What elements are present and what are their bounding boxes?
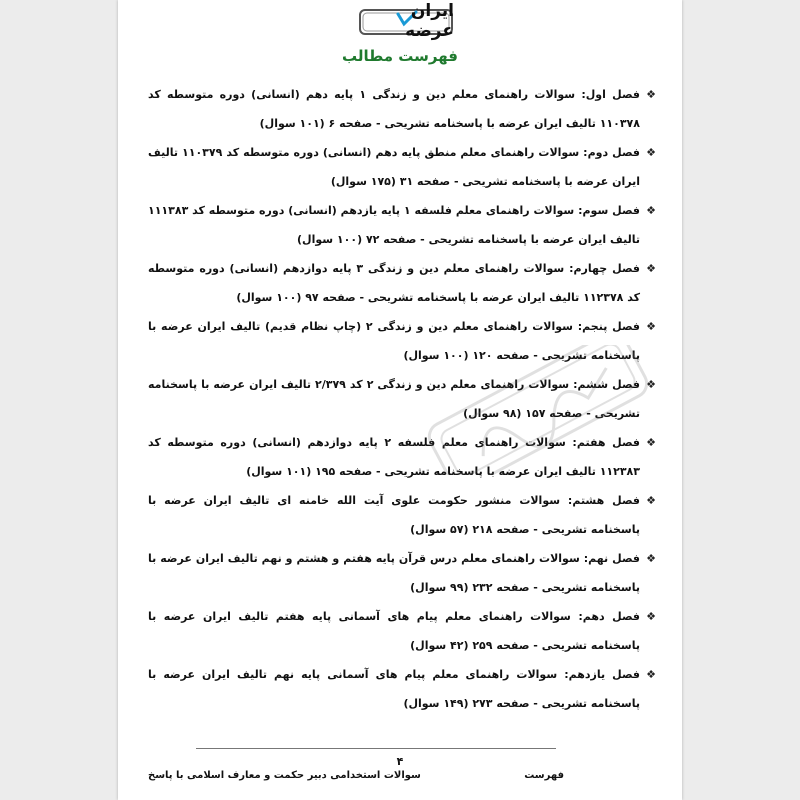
diamond-bullet-icon: ❖: [646, 146, 656, 159]
toc-item-text: فصل ششم: سوالات راهنمای معلم دین و زندگی ۲ کد ۲/۳۷۹ تالیف ایران عرضه با پاسخنامه تشریحی - صفحه ۱۵۷ (۹۸ سوال): [148, 378, 640, 420]
toc-item-text: فصل نهم: سوالات راهنمای معلم درس قرآن پایه هفتم و هشتم و نهم تالیف ایران عرضه با پاسخنامه تشریحی - صفحه ۲۳۲ (۹۹ سوال): [148, 552, 640, 594]
toc-item-9: [148, 544, 656, 602]
toc-item-5: [148, 312, 656, 370]
toc-item-7: [148, 428, 656, 486]
toc-item-text: فصل سوم: سوالات راهنمای معلم فلسفه ۱ پایه یازدهم (انسانی) دوره متوسطه کد ۱۱۱۳۸۳ تالیف ایران عرضه با پاسخنامه تشریحی - صفحه ۷۲ (۱۰۰ سوال): [148, 204, 640, 246]
toc-item-text: فصل چهارم: سوالات راهنمای معلم دین و زندگی ۳ پایه دوازدهم (انسانی) دوره متوسطه کد ۱۱۲۳۷۸ تالیف ایران عرضه با پاسخنامه تشریحی - صفحه ۹۷ (۱۰۰ سوال): [148, 262, 640, 304]
toc-item-text: فصل یازدهم: سوالات راهنمای معلم پیام های آسمانی پایه نهم تالیف ایران عرضه با پاسخنامه تشریحی - صفحه ۲۷۳ (۱۴۹ سوال): [148, 668, 640, 710]
toc-item-text: فصل دوم: سوالات راهنمای معلم منطق پایه دهم (انسانی) دوره متوسطه کد ۱۱۰۳۷۹ تالیف ایران عرضه با پاسخنامه تشریحی - صفحه ۳۱ (۱۷۵ سوال): [148, 146, 640, 188]
toc-item-text: فصل هفتم: سوالات راهنمای معلم فلسفه ۲ پایه دوازدهم (انسانی) دوره متوسطه کد ۱۱۲۳۸۳ تالیف ایران عرضه با پاسخنامه تشریحی - صفحه ۱۹۵ (۱۰۱ سوال): [148, 436, 640, 478]
diamond-bullet-icon: ❖: [646, 494, 656, 507]
toc-item-text: فصل اول: سوالات راهنمای معلم دین و زندگی ۱ پایه دهم (انسانی) دوره متوسطه کد ۱۱۰۳۷۸ تالیف ایران عرضه با پاسخنامه تشریحی - صفحه ۶ (۱۰۱ سوال): [148, 88, 641, 130]
brand-logo: [358, 1, 454, 41]
footer-section-label: فهرست: [524, 770, 564, 781]
toc-item-4: [148, 254, 656, 312]
toc-item-1: [148, 80, 656, 138]
toc-item-11: [148, 660, 656, 718]
toc-item-text: فصل دهم: سوالات راهنمای معلم پیام های آسمانی پایه هفتم تالیف ایران عرضه با پاسخنامه تشریحی - صفحه ۲۵۹ (۴۲ سوال): [148, 610, 640, 652]
logo-text: ایران عرضه: [405, 1, 454, 41]
diamond-bullet-icon: ❖: [646, 320, 656, 333]
diamond-bullet-icon: ❖: [646, 378, 656, 391]
page-number: ۴: [396, 755, 404, 768]
diamond-bullet-icon: ❖: [646, 668, 656, 681]
toc-item-text: فصل پنجم: سوالات راهنمای معلم دین و زندگی ۲ (چاپ نظام قدیم) تالیف ایران عرضه با پاسخنامه تشریحی - صفحه ۱۲۰ (۱۰۰ سوال): [148, 320, 640, 362]
document-page: [118, 0, 682, 800]
diamond-bullet-icon: ❖: [646, 610, 656, 623]
toc-item-3: [148, 196, 656, 254]
diamond-bullet-icon: ❖: [646, 436, 656, 449]
toc-item-10: [148, 602, 656, 660]
table-of-contents: [148, 80, 656, 718]
footer-book-title: سوالات استخدامی دبیر حکمت و معارف اسلامی با پاسخ: [148, 770, 421, 781]
toc-item-6: [148, 370, 656, 428]
toc-item-8: [148, 486, 656, 544]
page-title: فهرست مطالب: [342, 47, 458, 65]
diamond-bullet-icon: ❖: [646, 262, 656, 275]
diamond-bullet-icon: ❖: [646, 204, 656, 217]
diamond-bullet-icon: ❖: [646, 552, 656, 565]
diamond-bullet-icon: ❖: [646, 88, 656, 101]
footer-divider: [196, 748, 556, 749]
toc-item-text: فصل هشتم: سوالات منشور حکومت علوی آیت الله خامنه ای تالیف ایران عرضه با پاسخنامه تشریحی - صفحه ۲۱۸ (۵۷ سوال): [148, 494, 640, 536]
toc-item-2: [148, 138, 656, 196]
